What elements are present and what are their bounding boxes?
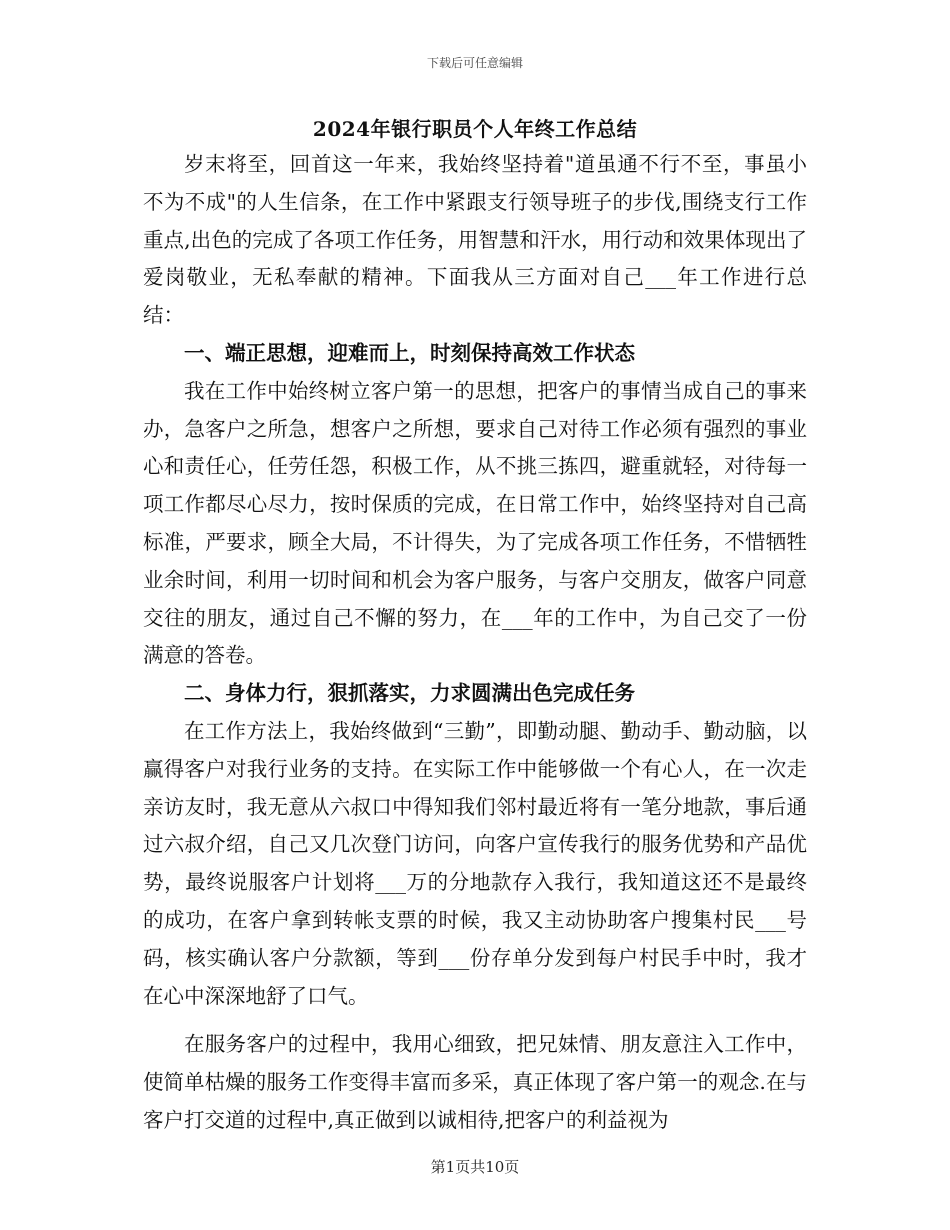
section-heading-1: 一、端正思想，迎难而上，时刻保持高效工作状态	[184, 340, 635, 365]
section-heading-2: 二、身体力行，狠抓落实，力求圆满出色完成任务	[184, 681, 635, 706]
intro-paragraph: 岁末将至，回首这一年来，我始终坚持着"道虽通不行不至，事虽小不为不成"的人生信条，在工作中紧跟支行领导班子的步伐,围绕支行工作重点,出色的完成了各项工作任务，用智慧和汗水，用行动和效果体现出了爱岗敬业，无私奉献的精神。下面我从三方面对自己___年工作进行总结：	[143, 152, 807, 328]
document-title: 2024年银行职员个人年终工作总结	[312, 117, 638, 141]
page-number: 第1页共10页	[430, 1158, 520, 1176]
section-1-paragraph: 我在工作中始终树立客户第一的思想，把客户的事情当成自己的事来办，急客户之所急，想客户之所想，要求自己对待工作必须有强烈的事业心和责任心，任劳任怨，积极工作，从不挑三拣四，避重就轻，对待每一项工作都尽心尽力，按时保质的完成，在日常工作中，始终坚持对自己高标准，严要求，顾全大局，不计得失，为了完成各项工作任务，不惜牺牲业余时间，利用一切时间和机会为客户服务，与客户交朋友，做客户同意交往的朋友，通过自己不懈的努力，在___年的工作中，为自己交了一份满意的答卷。	[143, 378, 807, 668]
section-2-paragraph-1: 在工作方法上，我始终做到“三勤”，即勤动腿、勤动手、勤动脑，以赢得客户对我行业务的支持。在实际工作中能够做一个有心人，在一次走亲访友时，我无意从六叔口中得知我们邻村最近将有一笔分地款，事后通过六叔介绍，自己又几次登门访问，向客户宣传我行的服务优势和产品优势，最终说服客户计划将___万的分地款存入我行，我知道这还不是最终的成功，在客户拿到转帐支票的时候，我又主动协助客户搜集村民___号码，核实确认客户分款额，等到___份存单分发到每户村民手中时，我才在心中深深地舒了口气。	[143, 718, 807, 1008]
page-header-note: 下载后可任意编辑	[426, 56, 523, 70]
section-2-paragraph-2: 在服务客户的过程中，我用心细致，把兄妹情、朋友意注入工作中，使简单枯燥的服务工作变得丰富而多采，真正体现了客户第一的观念.在与客户打交道的过程中,真正做到以诚相待,把客户的利益视为	[143, 1032, 807, 1132]
document-body	[143, 146, 807, 1140]
